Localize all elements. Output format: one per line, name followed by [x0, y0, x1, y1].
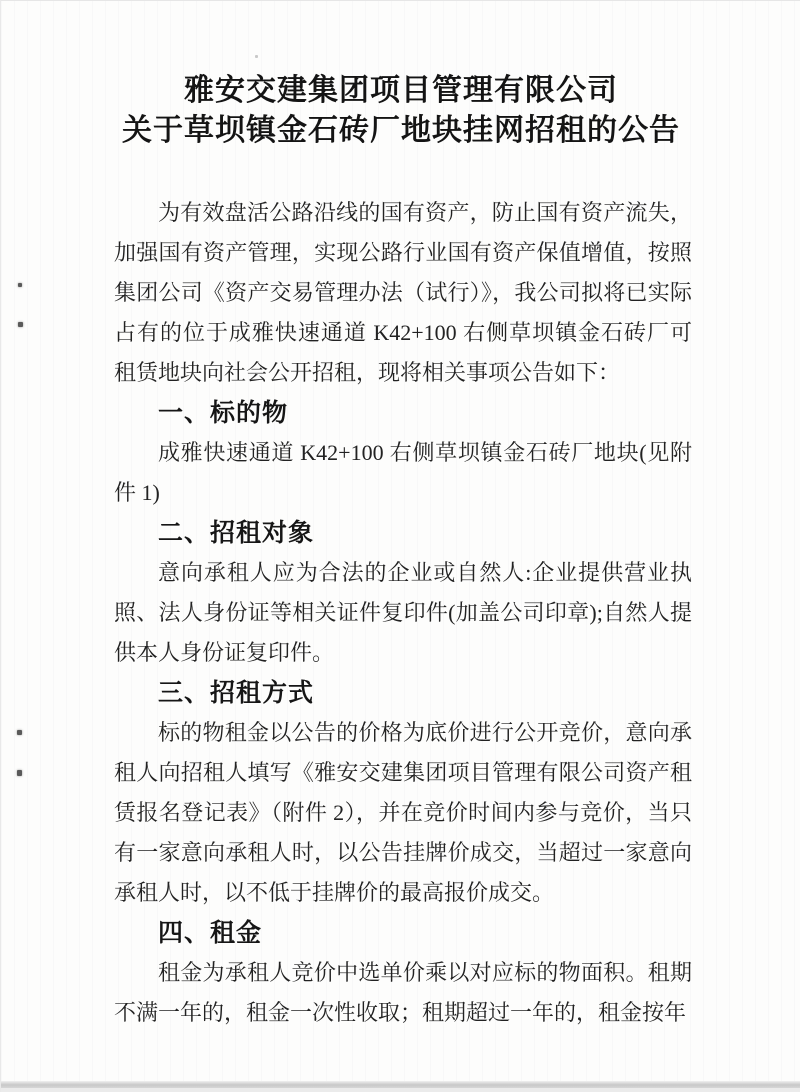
paragraph-method: 标的物租金以公告的价格为底价进行公开竞价，意向承租人向招租人填写《雅安交建集团项目管理有限公司资产租赁报名登记表》（附件 2），并在竞价时间内参与竞价，当只有一家意向承租人时，以公告挂牌价成交，当超过一家意向承租人时，以不低于挂牌价的最高报价成交。: [114, 720, 692, 905]
scanner-background-strip: [1, 1088, 800, 1092]
document-title: [1, 71, 800, 151]
scan-artifact-speck: [18, 322, 23, 327]
document-title-line-2: 关于草坝镇金石砖厂地块挂网招租的公告: [122, 114, 680, 147]
scan-artifact-speck: [17, 730, 22, 735]
paragraph-subject: 成雅快速通道 K42+100 右侧草坝镇金石砖厂地块(见附件 1): [114, 440, 692, 505]
section-heading-4-rent: 四、租金: [158, 919, 263, 947]
paragraph-tenants: 意向承租人应为合法的企业或自然人:企业提供营业执照、法人身份证等相关证件复印件(加盖公司印章);自然人提供本人身份证复印件。: [114, 560, 692, 665]
scan-artifact-speck: [17, 770, 22, 776]
section-heading-2-tenants: 二、招租对象: [158, 519, 315, 547]
scan-artifact-speck: [255, 55, 258, 58]
paragraph-intro: 为有效盘活公路沿线的国有资产，防止国有资产流失，加强国有资产管理，实现公路行业国有资产保值增值，按照集团公司《资产交易管理办法（试行）》，我公司拟将已实际占有的位于成雅快速通道 K42+100 右侧草坝镇金石砖厂可租赁地块向社会公开招租，现将相关事项公告如下：: [114, 200, 692, 385]
section-heading-1-subject: 一、标的物: [158, 399, 289, 427]
scanned-page-bottom-edge: [1, 1081, 800, 1088]
scan-artifact-speck: [18, 283, 22, 287]
section-heading-3-method: 三、招租方式: [158, 679, 315, 707]
paragraph-rent: 租金为承租人竞价中选单价乘以对应标的物面积。租期不满一年的，租金一次性收取；租期超过一年的，租金按年: [114, 960, 692, 1025]
document-body: [114, 193, 692, 1033]
document-title-line-1: 雅安交建集团项目管理有限公司: [184, 74, 618, 107]
